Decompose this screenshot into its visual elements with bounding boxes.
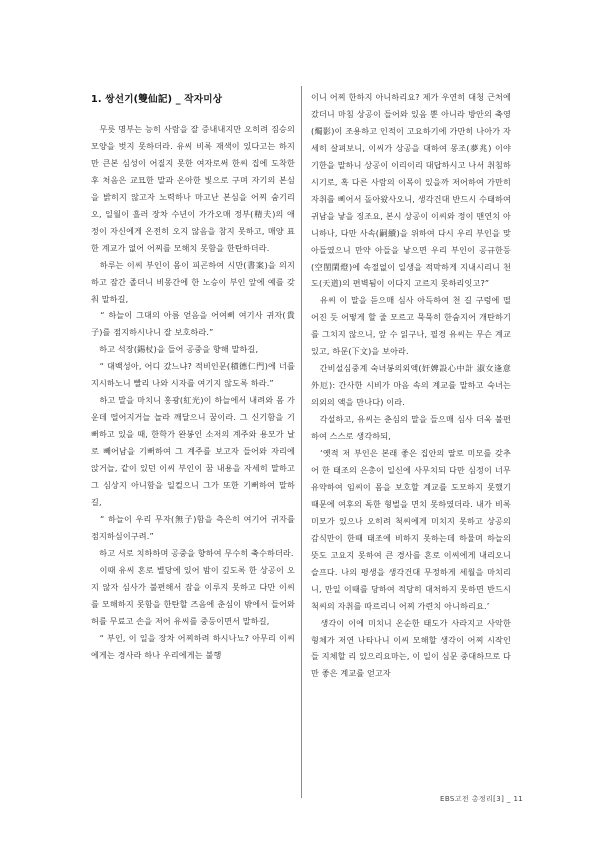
body-paragraph: 하고 말을 마치니 홍광(紅光)이 하늘에서 내려와 몸 가운데 떨어지거늘 놀라 깨달으니 꿈이라. 그 신기함을 기뻐하고 있을 때, 한학가 완봉인 소저의 계주와 용모가 날로 빼어남을 기뻐하여 그 계주를 보고자 들어와 자리에 앉거늘, 같이 있던 이씨 부인이 꿈 내용을 자세히 말하고 그 심상지 아니함을 일컬으니 그가 또한 기뻐하여 말하길, [91,395,295,507]
body-paragraph: 유씨 이 말을 듣으매 심사 아득하여 천 길 구렁에 떨어진 듯 어떻게 할 줄 모르고 묵묵히 한숨지어 개탄하기를 그치지 않으니, 앞 수 읽구나, 필경 유씨는 무슨 계교 있고, 하문(下文)을 보아라. [311,295,511,357]
body-paragraph: ‘옛적 저 부인은 본래 좋은 집안의 딸로 미모를 갖추어 한 태조의 은총이 일신에 사무치되 다만 심정이 너무 유약하여 임씨이 몸을 보호할 계교를 도모하지 못했기 때문에 여후의 독한 형벌을 면치 못하였더라. 내가 비록 미모가 있으나 오히려 척씨에게 미치지 못하고 상공의 감식만이 한때 태조에 비하지 못하는데 하물며 하늘의 뜻도 고요지 못하여 큰 경사를 혼로 이씨에게 내리오니 슬프다. 나의 평생을 생각건대 무정하게 세월을 마치리니, 만일 이때를 당하여 적당히 대처하지 못하면 반드시 척씨의 자취를 따르리니 어찌 가련치 아니하리요.’ [311,448,511,611]
body-paragraph: “ 부인, 이 일을 장차 어찌하려 하시나뇨? 아무리 이씨에게는 경사라 하나 우리에게는 불행 [91,632,295,660]
body-paragraph: 하루는 이씨 부인이 몸이 피곤하여 시만(書案)을 의지하고 잠간 졸더니 비몽간에 한 노승이 부인 앞에 예를 갖춰 말하길, [91,259,295,304]
body-paragraph: 각설하고, 유씨는 춘심의 말을 들으매 심사 더욱 불편하여 스스로 생각하되, [311,414,511,442]
body-paragraph: 생각이 이에 미치니 온순한 태도가 사라지고 사악한 형체가 저연 나타나니 이씨 모해할 생각이 어찌 시작인들 지체할 리 있으리요마는, 이 일이 심문 중대하므로 다만 좋은 계교를 얻고자 [311,617,511,679]
body-paragraph: 무릇 명부는 능히 사람을 잘 증내내지만 오히려 짐승의 모양을 벗지 못하더라. 유씨 비록 재색이 있다고는 하지만 큰본 심성이 어질지 못한 여자로써 한씨 집에 도착한 후 처음은 교묘한 말과 온아한 빛으로 구며 자기의 본심을 밝히지 않고자 노력하나 마고난 본심을 어찌 숨기리오, 일월이 흘러 장차 수년이 가가오매 정부(精夫)의 애정이 자신에게 온전히 오지 않음을 참지 못하고, 매양 표한 계교가 없어 어찌를 모해치 못함을 한탄하더라. [91,124,295,253]
section-title: 1. 쌍선기(雙仙記) _ 작자미상 [91,94,223,105]
body-paragraph: 이때 유씨 혼로 별당에 있어 밤이 깊도록 한 상공이 오지 않자 심사가 불편해서 잠을 이루지 못하고 다만 이씨를 모해하지 못함을 한탄할 즈음에 춘심이 밖에서 들어와 허를 무료고 손을 저어 유씨를 중등이면서 말하길, [91,564,295,626]
body-paragraph: 간비설심중계 숙녀봉의외액(奸婢設心中計 淑女逢意外厄): 간사한 시비가 마음 속의 계교를 말하고 숙녀는 의외의 액을 만나다) 이라. [311,363,511,408]
body-paragraph: 하고 서로 치하하며 공중을 향하여 무수히 축수하더라. [91,547,294,558]
body-paragraph: 이니 어찌 한하지 아니하리요? 제가 우연히 대청 근처에 갔더니 마침 상공이 들어와 있음 뿐 아니라 방안의 축영(燭影)이 조용하고 인적이 고요하기에 가만히 나아가 자세히 살펴보니, 이씨가 상공을 대하여 몽조(夢兆) 이야기한을 말하니 상공이 이리이리 대답하시고 나서 취침하시기로, 혹 다른 사람의 이목이 있을까 저어하여 가만히 자취를 삐어서 돌아왔사오니, 생각건대 반드시 수태하여 귀남을 낳을 징조요, 본시 상공이 이씨와 정이 맨연치 아니하나, 다만 사속(嗣續)을 위하여 다시 우리 부인을 맞아들였으니 만약 아들을 낳으면 우리 부인이 공규한등(空閨閑燈)에 속절없이 일생을 적막하게 지내시리니 천도(天道)의 편벽됨이 이다지 고르지 못하리잇고?” [311,92,511,289]
body-paragraph: “ 하늘이 우리 무자(無子)함을 측은히 여기어 귀자를 점지하심이구려.” [91,513,295,541]
column-divider [301,86,302,798]
right-column [311,89,511,682]
body-paragraph: “ 하늘이 그대의 아름 얻음을 어여삐 여기사 귀자(貴子)를 점지하시나니 잘 보호하라.” [91,310,295,338]
body-paragraph: “ 대백성아, 어디 갔느냐? 적비인문(積德仁門)에 너를 지시하노니 빨리 나와 시자를 여기지 않도록 하라.” [91,361,295,389]
page-footer: EBS고전 총정리[3] _ 11 [440,795,524,803]
body-paragraph: 하고 석장(錫杖)을 들어 공중을 향해 말하길, [91,344,259,355]
left-column [91,88,295,664]
